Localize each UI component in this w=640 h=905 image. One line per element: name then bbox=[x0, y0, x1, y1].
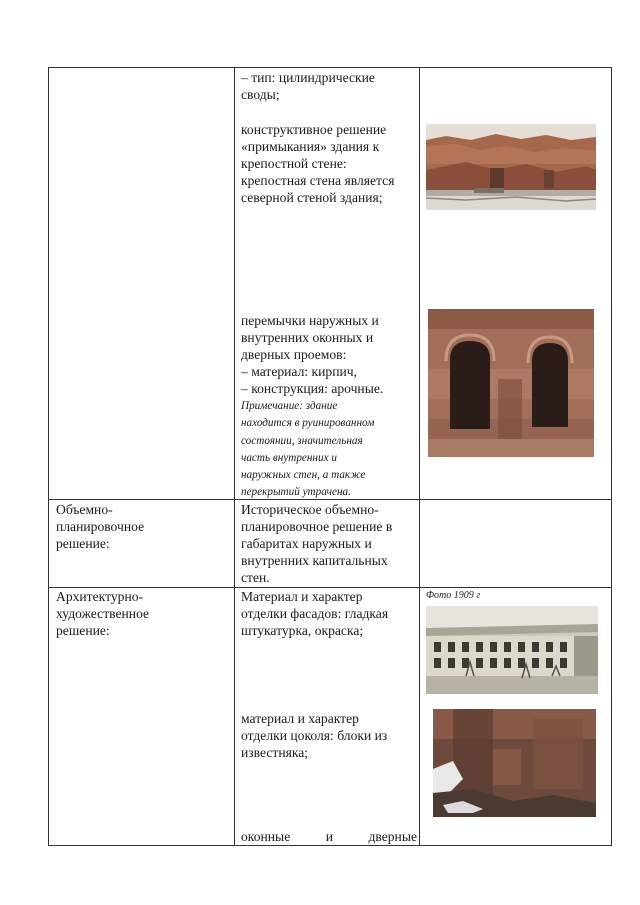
photo-historic-facade bbox=[426, 606, 598, 694]
label-volume-3: решение: bbox=[56, 536, 110, 551]
text-plinth-3: известняка; bbox=[241, 745, 309, 760]
table-right-border bbox=[611, 67, 612, 846]
text-lintels-2: внутренних оконных и bbox=[241, 330, 374, 345]
text-volume-1: Историческое объемно- bbox=[241, 502, 379, 517]
row-divider-arch bbox=[48, 587, 612, 588]
text-plinth-2: отделки цоколя: блоки из bbox=[241, 728, 388, 743]
note-line-6: перекрытий утрачена. bbox=[241, 486, 351, 498]
openings-word-1: оконные bbox=[241, 829, 291, 844]
note-line-1: Примечание: здание bbox=[241, 400, 338, 412]
column-divider-2 bbox=[419, 67, 420, 846]
table-left-border bbox=[48, 67, 49, 846]
text-lintels-1: перемычки наружных и bbox=[241, 313, 379, 328]
label-volume-1: Объемно- bbox=[56, 502, 113, 517]
text-openings-line bbox=[241, 829, 417, 845]
text-adjoining-1: конструктивное решение bbox=[241, 122, 387, 137]
note-line-4: часть внутренних и bbox=[241, 452, 337, 464]
text-volume-3: габаритах наружных и bbox=[241, 536, 372, 551]
label-arch-1: Архитектурно- bbox=[56, 589, 144, 604]
text-adjoining-3: крепостной стене: bbox=[241, 156, 347, 171]
note-line-5: наружных стен, а также bbox=[241, 469, 366, 481]
text-vault-type-2: своды; bbox=[241, 87, 280, 102]
text-vault-type-1: – тип: цилиндрические bbox=[241, 70, 375, 85]
text-adjoining-4: крепостная стена является bbox=[241, 173, 395, 188]
text-plinth-1: материал и характер bbox=[241, 711, 359, 726]
note-line-2: находится в руинированном bbox=[241, 417, 375, 429]
label-arch-3: решение: bbox=[56, 623, 110, 638]
label-arch-2: художественное bbox=[56, 606, 150, 621]
column-divider-1 bbox=[234, 67, 235, 846]
text-adjoining-5: северной стеной здания; bbox=[241, 190, 383, 205]
text-volume-2: планировочное решение в bbox=[241, 519, 393, 534]
text-volume-4: внутренних капитальных bbox=[241, 553, 388, 568]
photo-fortress-wall bbox=[426, 124, 596, 210]
photo-caption-1909: Фото 1909 г bbox=[426, 590, 481, 601]
text-facade-2: отделки фасадов: гладкая bbox=[241, 606, 389, 621]
photo-arched-openings bbox=[428, 309, 594, 457]
text-facade-1: Материал и характер bbox=[241, 589, 363, 604]
table-bottom-border bbox=[48, 845, 612, 846]
openings-word-3: дверные bbox=[368, 829, 417, 844]
text-adjoining-2: «примыкания» здания к bbox=[241, 139, 380, 154]
table-top-border bbox=[48, 67, 612, 68]
text-lintels-5: – конструкция: арочные. bbox=[241, 381, 384, 396]
label-volume-2: планировочное bbox=[56, 519, 145, 534]
openings-word-2: и bbox=[325, 829, 333, 844]
note-line-3: состоянии, значительная bbox=[241, 435, 363, 447]
text-volume-5: стен. bbox=[241, 570, 270, 585]
text-lintels-4: – материал: кирпич, bbox=[241, 364, 358, 379]
text-lintels-3: дверных проемов: bbox=[241, 347, 347, 362]
photo-limestone-plinth bbox=[433, 709, 596, 817]
text-facade-3: штукатурка, окраска; bbox=[241, 623, 364, 638]
